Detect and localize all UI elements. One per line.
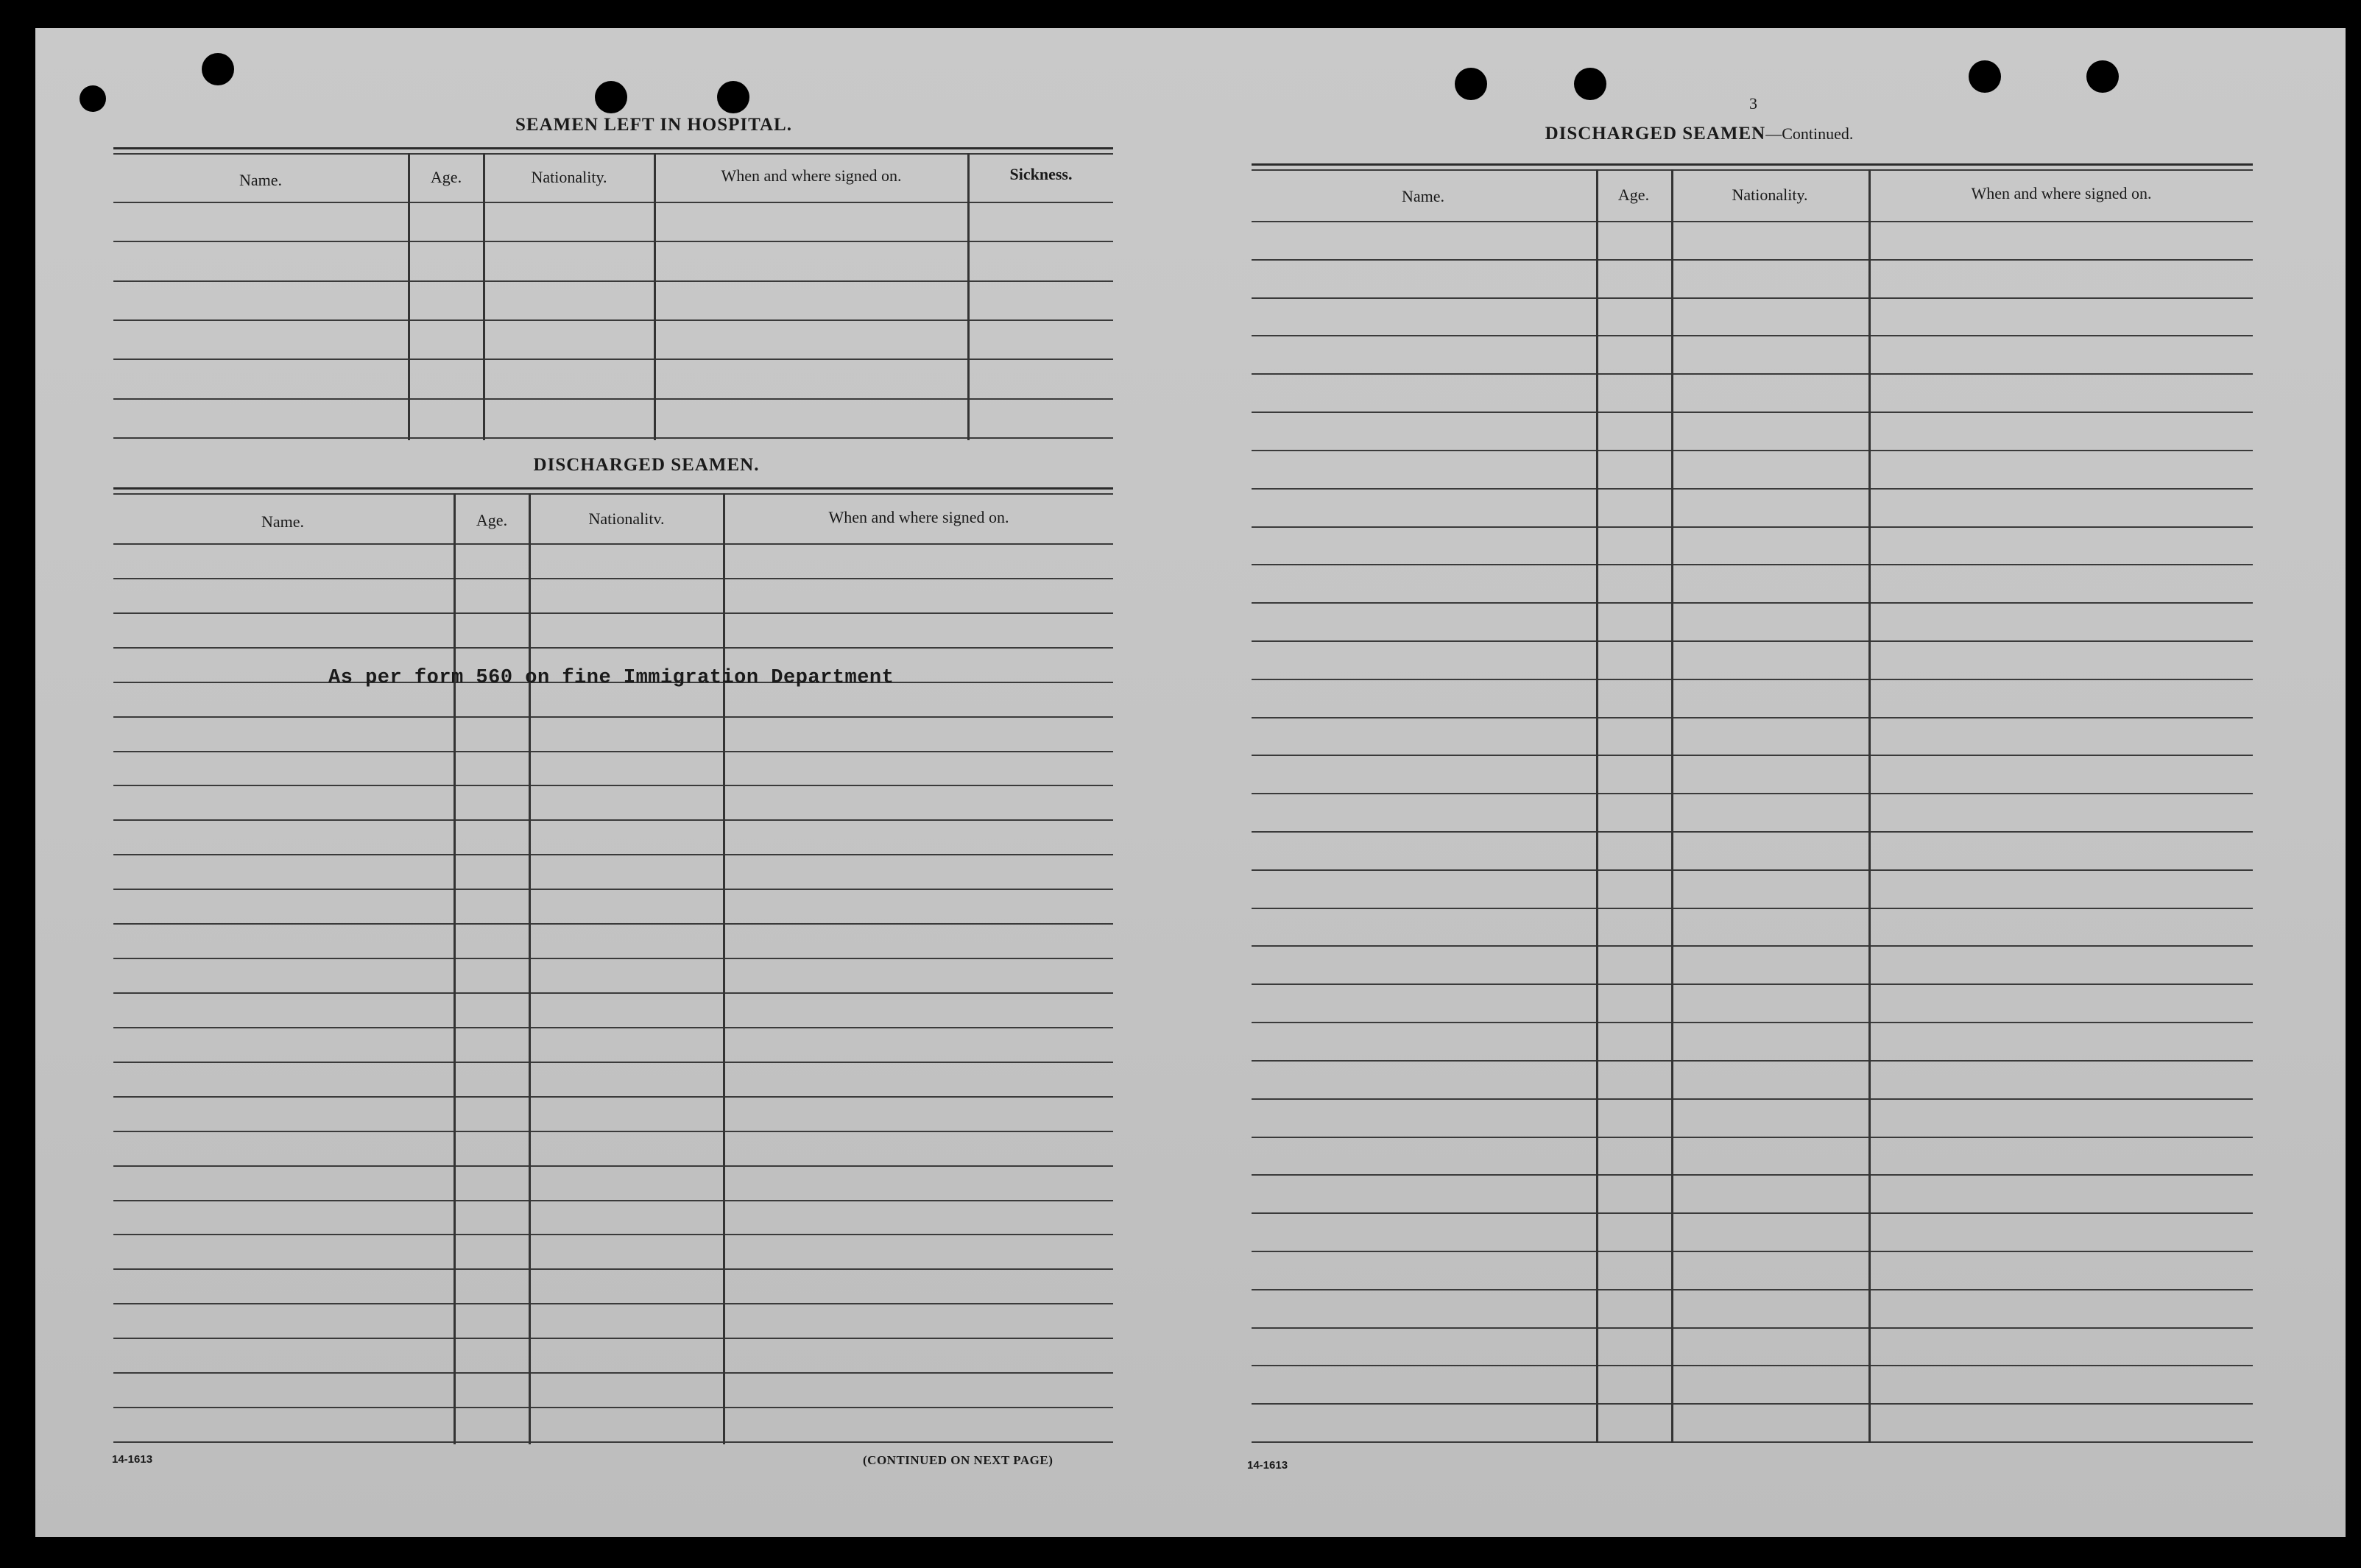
table-rule [113, 147, 1113, 149]
ruled-line [1252, 945, 2253, 947]
ruled-line [1252, 983, 2253, 985]
ruled-line [1252, 640, 2253, 642]
ruled-line [113, 1165, 1113, 1167]
ruled-line [113, 437, 1113, 439]
ruled-line [113, 1062, 1113, 1063]
ruled-line [113, 359, 1113, 360]
ruled-line [113, 1234, 1113, 1235]
ruled-line [1252, 793, 2253, 794]
ruled-line [113, 1131, 1113, 1132]
typed-note: As per form 560 on fine Immigration Department [328, 667, 894, 689]
punch-hole [2086, 60, 2119, 93]
punch-hole [1455, 68, 1487, 100]
ruled-line [1252, 412, 2253, 413]
ruled-line [113, 889, 1113, 890]
ruled-line [113, 1200, 1113, 1201]
column-divider [454, 493, 456, 1444]
ruled-line [1252, 1060, 2253, 1062]
ruled-line [1252, 1289, 2253, 1290]
ruled-line [113, 647, 1113, 649]
ruled-line [1252, 755, 2253, 756]
ruled-line [113, 992, 1113, 994]
form-number: 14-1613 [112, 1453, 153, 1466]
ruled-line [1252, 526, 2253, 528]
hospital-section-title: SEAMEN LEFT IN HOSPITAL. [515, 115, 792, 135]
column-divider [408, 153, 410, 440]
ruled-line [113, 241, 1113, 242]
ruled-line [1252, 1251, 2253, 1252]
column-header-signed-on: When and where signed on. [721, 166, 902, 185]
document-sheet [35, 28, 2346, 1537]
ruled-line [113, 1096, 1113, 1098]
ruled-line [1252, 831, 2253, 833]
column-header-name: Name. [1401, 187, 1445, 205]
ruled-line [113, 1027, 1113, 1028]
column-divider [529, 493, 531, 1444]
ruled-line [1252, 602, 2253, 604]
column-header-nationality: Nationality. [531, 168, 607, 186]
table-rule [1252, 169, 2253, 171]
ruled-line [1252, 908, 2253, 909]
ruled-line [1252, 335, 2253, 336]
ruled-line [1252, 1403, 2253, 1405]
ruled-line [113, 1268, 1113, 1270]
ruled-line [113, 923, 1113, 925]
ruled-line [1252, 373, 2253, 375]
ruled-line [113, 1441, 1113, 1443]
column-divider [483, 153, 485, 440]
page-number: 3 [1749, 94, 1757, 113]
table-rule [1252, 163, 2253, 166]
ruled-line [1252, 1137, 2253, 1138]
ruled-line [113, 612, 1113, 614]
ruled-line [1252, 221, 2253, 222]
form-number: 14-1613 [1247, 1459, 1288, 1472]
continued-section-title [1493, 124, 1905, 144]
ruled-line [113, 1407, 1113, 1408]
punch-hole [717, 81, 749, 113]
ruled-line [1252, 1441, 2253, 1443]
column-header-signed-on: When and where signed on. [828, 508, 1009, 526]
column-header-nationality: Nationalitv. [588, 509, 665, 528]
column-divider [723, 493, 725, 1444]
ruled-line [113, 280, 1113, 282]
ruled-line [1252, 564, 2253, 565]
ruled-line [1252, 717, 2253, 718]
punch-hole [80, 85, 106, 112]
ruled-line [113, 716, 1113, 718]
ruled-line [1252, 297, 2253, 299]
column-divider [967, 153, 970, 440]
ruled-line [1252, 1174, 2253, 1176]
discharged-section-title: DISCHARGED SEAMEN. [533, 455, 760, 475]
ruled-line [1252, 259, 2253, 261]
ruled-line [1252, 488, 2253, 490]
column-header-name: Name. [239, 171, 283, 189]
ruled-line [1252, 869, 2253, 871]
column-divider [1596, 169, 1598, 1443]
column-header-age: Age. [430, 168, 462, 186]
table-rule [113, 493, 1113, 495]
column-header-age: Age. [476, 511, 508, 529]
ruled-line [1252, 1212, 2253, 1214]
ruled-line [113, 785, 1113, 786]
column-header-signed-on: When and where signed on. [1971, 184, 2152, 202]
ruled-line [113, 1303, 1113, 1304]
ruled-line [113, 854, 1113, 855]
ruled-line [113, 202, 1113, 203]
punch-hole [202, 53, 234, 85]
column-divider [1868, 169, 1871, 1443]
ruled-line [113, 819, 1113, 821]
column-divider [1671, 169, 1673, 1443]
punch-hole [595, 81, 627, 113]
ruled-line [113, 398, 1113, 400]
ruled-line [1252, 1327, 2253, 1329]
ruled-line [113, 751, 1113, 752]
table-rule [113, 153, 1113, 155]
ruled-line [1252, 1365, 2253, 1366]
ruled-line [1252, 1022, 2253, 1023]
column-header-age: Age. [1617, 186, 1650, 204]
table-rule [113, 487, 1113, 490]
punch-hole [1574, 68, 1606, 100]
ruled-line [1252, 679, 2253, 680]
punch-hole [1969, 60, 2001, 93]
ruled-line [113, 1372, 1113, 1374]
ruled-line [113, 958, 1113, 959]
continued-title-suffix: —Continued. [1765, 124, 1854, 143]
ruled-line [1252, 1098, 2253, 1100]
ruled-line [1252, 450, 2253, 451]
column-header-nationality: Nationality. [1732, 186, 1808, 204]
ruled-line [113, 578, 1113, 579]
column-header-sickness: Sickness. [1009, 165, 1073, 183]
ruled-line [113, 319, 1113, 321]
column-header-name: Name. [261, 512, 305, 531]
ruled-line [113, 1338, 1113, 1339]
ruled-line [113, 543, 1113, 545]
continued-note: (CONTINUED ON NEXT PAGE) [863, 1453, 1054, 1467]
column-divider [654, 153, 656, 440]
continued-title-main: DISCHARGED SEAMEN [1545, 124, 1766, 144]
